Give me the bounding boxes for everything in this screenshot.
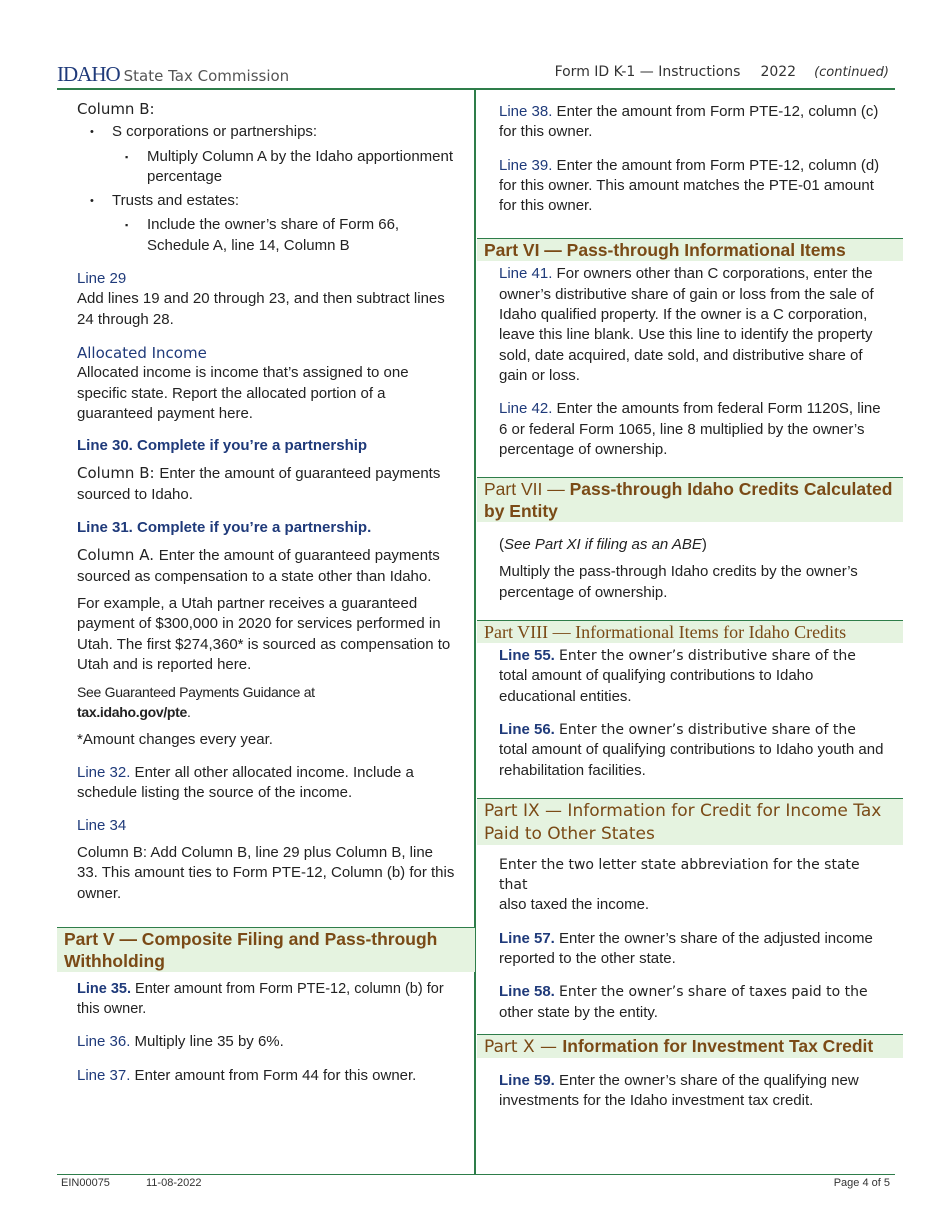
continued-label: (continued) bbox=[814, 65, 889, 80]
line29-heading: Line 29 bbox=[77, 270, 127, 288]
list-item: • Trusts and estates: ▪ Include the owner’s share of Form 66, Schedule A, line 14, Column B bbox=[77, 191, 457, 256]
form-title bbox=[555, 64, 889, 80]
part-vii-text: Multiply the pass-through Idaho credits by the owner’s percentage of ownership. bbox=[499, 563, 858, 601]
column-b-list bbox=[77, 122, 457, 256]
line30-paragraph: Column B: Enter the amount of guaranteed payments sourced to Idaho. bbox=[77, 464, 441, 503]
line39-paragraph: Line 39. Enter the amount from Form PTE-12, column (d) for this owner. This amount matches the PTE-01 amount for this owner. bbox=[499, 156, 880, 215]
allocated-income-text: Allocated income is income that’s assigned to one specific state. Report the allocated portion of a guaranteed payment here. bbox=[77, 364, 409, 422]
column-divider bbox=[474, 90, 476, 1174]
agency-logo bbox=[57, 62, 289, 87]
part-v-heading: Part V — Composite Filing and Pass-through Withholding bbox=[57, 927, 475, 972]
line59-paragraph: Line 59. Enter the owner’s share of the qualifying new investments for the Idaho investment tax credit. bbox=[499, 1071, 859, 1110]
form-year: 2022 bbox=[760, 64, 797, 80]
line56-paragraph: Line 56. Enter the owner’s distributive share of the total amount of qualifying contributions to Idaho youth and rehabilitation facilities. bbox=[499, 720, 884, 779]
line31-paragraph: Column A. Enter the amount of guaranteed payments sourced as compensation to a state other than Idaho. bbox=[77, 546, 440, 585]
footer-code: EIN00075 bbox=[61, 1177, 110, 1189]
line58-paragraph: Line 58. Enter the owner’s share of taxes paid to the other state by the entity. bbox=[499, 983, 868, 1021]
line57-paragraph: Line 57. Enter the owner’s share of the adjusted income reported to the other state. bbox=[499, 929, 873, 968]
line38-paragraph: Line 38. Enter the amount from Form PTE-12, column (c) for this owner. bbox=[499, 103, 879, 141]
list-item: ▪ Include the owner’s share of Form 66, Schedule A, line 14, Column B bbox=[112, 215, 457, 256]
see-part-xi-note: (See Part XI if filing as an ABE) bbox=[499, 536, 707, 554]
line34-heading: Line 34 bbox=[77, 816, 127, 834]
idaho-logo-mark: IDAHO bbox=[57, 62, 120, 86]
line29-text: Add lines 19 and 20 through 23, and then subtract lines 24 through 28. bbox=[77, 290, 445, 328]
line30-heading: Line 30. Complete if you’re a partnership bbox=[77, 437, 368, 455]
right-column bbox=[484, 102, 893, 1119]
list-item: • S corporations or partnerships: ▪ Multiply Column A by the Idaho apportionment percentage bbox=[77, 122, 457, 187]
header-rule bbox=[57, 88, 895, 90]
part-vi-heading: Part VI — Pass-through Informational Items bbox=[477, 238, 903, 261]
guidance-paragraph: See Guaranteed Payments Guidance at tax.idaho.gov/pte. bbox=[77, 684, 315, 721]
line36-paragraph: Line 36. Multiply line 35 by 6%. bbox=[77, 1033, 284, 1051]
agency-name: State Tax Commission bbox=[123, 67, 290, 85]
amount-note: *Amount changes every year. bbox=[77, 730, 273, 748]
line31-heading: Line 31. Complete if you’re a partnership. bbox=[77, 519, 372, 537]
part-ix-text: Enter the two letter state abbreviation for the state that also taxed the income. bbox=[499, 856, 860, 914]
part-viii-heading: Part VIII — Informational Items for Idaho Credits bbox=[477, 620, 903, 643]
line42-paragraph: Line 42. Enter the amounts from federal Form 1120S, line 6 or federal Form 1065, line 8 multiplied by the owner’s percentage of ownership. bbox=[499, 400, 881, 458]
page-number: Page 4 of 5 bbox=[833, 1177, 890, 1189]
part-vii-heading: Part VII — Pass-through Idaho Credits Calculated by Entity bbox=[477, 477, 903, 522]
line32-paragraph: Line 32. Enter all other allocated income. Include a schedule listing the source of the income. bbox=[77, 764, 414, 802]
example-paragraph: For example, a Utah partner receives a guaranteed payment of $300,000 in 2020 for services performed in Utah. The first $274,360* is sourced as compensation to Utah and is reported here. bbox=[77, 594, 451, 673]
guidance-link[interactable]: tax.idaho.gov/pte bbox=[77, 704, 188, 721]
line34-text: Column B: Add Column B, line 29 plus Column B, line 33. This amount ties to Form PTE-12, Column (b) for this owner. bbox=[77, 843, 455, 902]
allocated-income-heading: Allocated Income bbox=[77, 343, 207, 362]
line37-paragraph: Line 37. Enter amount from Form 44 for this owner. bbox=[77, 1066, 417, 1084]
list-item: ▪ Multiply Column A by the Idaho apportionment percentage bbox=[112, 147, 457, 188]
line41-paragraph: Line 41. For owners other than C corporations, enter the owner’s distributive share of gain or loss from the sale of Idaho qualified property. If the owner is a C corporation, leave this line blank. Use this line to identify the property sold, date acquired, date sold, and distributive share of gain or loss. bbox=[499, 265, 874, 384]
part-x-heading: Part X — Information for Investment Tax Credit bbox=[477, 1034, 903, 1058]
column-b-label: Column B: bbox=[77, 100, 155, 118]
footer-date: 11-08-2022 bbox=[146, 1177, 202, 1189]
left-column bbox=[64, 99, 457, 1093]
footer-rule bbox=[57, 1174, 895, 1175]
line35-paragraph: Line 35. Enter amount from Form PTE-12, column (b) for this owner. bbox=[77, 980, 444, 1018]
part-ix-heading: Part IX — Information for Credit for Income Tax Paid to Other States bbox=[477, 798, 903, 845]
form-name: Form ID K-1 — Instructions bbox=[554, 64, 741, 80]
page-header bbox=[57, 62, 895, 88]
line55-paragraph: Line 55. Enter the owner’s distributive share of the total amount of qualifying contributions to Idaho educational entities. bbox=[499, 647, 856, 705]
